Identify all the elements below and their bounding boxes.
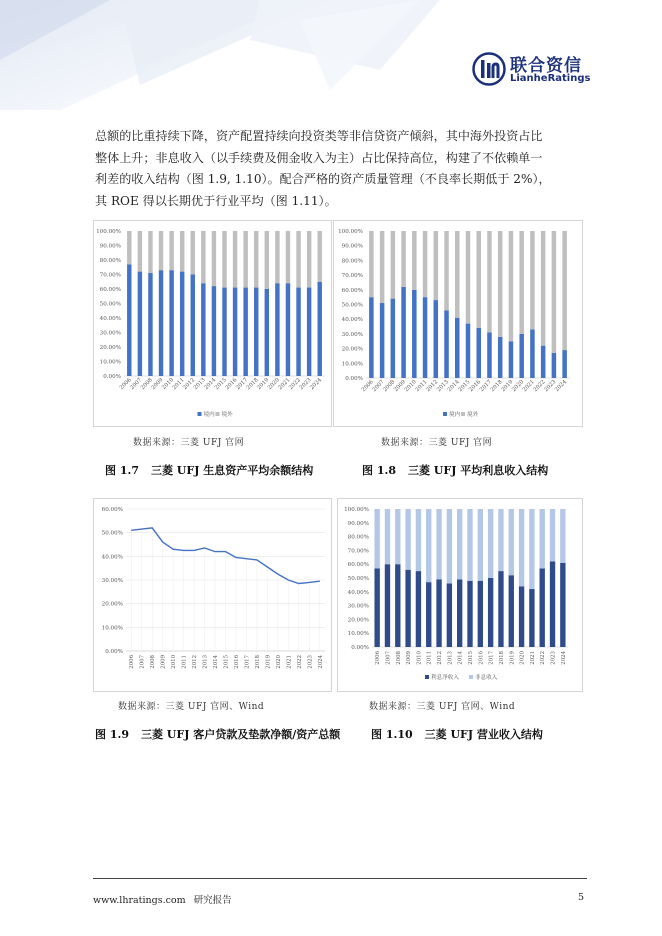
x-tick-label: 2011: [181, 655, 188, 669]
y-tick-label: 40.00%: [347, 589, 369, 596]
bar-segment-secondary: [412, 231, 417, 290]
source-note-fig-1-8: 数据来源：三菱 UFJ 官网: [381, 438, 493, 448]
x-tick-label: 2017: [244, 655, 251, 669]
caption-fig-1-8: [362, 462, 548, 478]
x-tick-label: 2023: [307, 655, 314, 669]
caption-number: 图 1.8: [362, 464, 396, 477]
bar-segment-secondary: [519, 231, 524, 334]
y-tick-label: 20.00%: [347, 617, 369, 624]
legend-label: 境内: [449, 412, 461, 418]
x-tick-label: 2021: [529, 651, 536, 665]
bar-segment-secondary: [467, 509, 472, 581]
bar-segment-primary: [444, 310, 449, 378]
chart-fig-1-7: [93, 220, 332, 427]
x-tick-label: 2014: [446, 379, 461, 394]
bar-segment-secondary: [374, 509, 379, 568]
bar-segment-primary: [541, 346, 546, 378]
bar-segment-primary: [212, 286, 216, 376]
x-tick-label: 2019: [509, 651, 516, 665]
x-tick-label: 2017: [235, 377, 250, 392]
bar-segment-primary: [426, 582, 431, 647]
bar-segment-primary: [488, 578, 493, 647]
y-tick-label: 50.00%: [99, 301, 121, 308]
x-tick-label: 2015: [213, 377, 228, 392]
y-tick-label: 0.00%: [345, 376, 363, 382]
bar-segment-secondary: [405, 509, 410, 570]
x-tick-label: 2013: [435, 379, 450, 394]
bar-segment-secondary: [233, 231, 237, 288]
x-tick-label: 2016: [224, 377, 239, 392]
bar-segment-secondary: [243, 231, 247, 288]
bar-segment-primary: [148, 273, 152, 376]
bar-segment-secondary: [169, 231, 173, 270]
x-tick-label: 2023: [298, 377, 313, 392]
bar-segment-secondary: [447, 509, 452, 584]
bar-segment-secondary: [498, 509, 503, 571]
caption-title: 三菱 UFJ 平均利息收入结构: [407, 464, 549, 477]
x-tick-label: 2012: [425, 379, 440, 394]
y-tick-label: 60.00%: [99, 287, 121, 293]
bar-segment-primary: [457, 579, 462, 647]
bar-segment-secondary: [540, 509, 545, 568]
bar-segment-secondary: [286, 231, 290, 283]
legend-swatch: [469, 675, 473, 679]
x-tick-label: 2013: [202, 655, 209, 669]
x-tick-label: 2022: [288, 377, 302, 392]
y-tick-label: 40.00%: [99, 316, 121, 322]
bar-segment-secondary: [519, 509, 524, 586]
x-tick-label: 2007: [385, 651, 392, 665]
x-tick-label: 2014: [203, 377, 218, 392]
bar-segment-secondary: [550, 509, 555, 561]
x-tick-label: 2015: [457, 379, 472, 394]
bar-segment-primary: [434, 300, 439, 378]
x-tick-label: 2012: [437, 651, 444, 665]
bar-segment-secondary: [498, 231, 503, 337]
legend-swatch: [443, 412, 447, 416]
x-tick-label: 2014: [213, 655, 220, 669]
bar-segment-primary: [317, 282, 321, 376]
bar-segment-secondary: [317, 231, 321, 282]
y-tick-label: 80.00%: [99, 258, 121, 264]
bar-segment-primary: [307, 288, 311, 376]
y-tick-label: 30.00%: [101, 578, 123, 584]
bar-segment-primary: [138, 272, 142, 376]
bar-segment-secondary: [552, 231, 557, 353]
x-tick-label: 2015: [223, 655, 230, 669]
bar-segment-secondary: [530, 231, 535, 329]
x-tick-label: 2009: [393, 379, 407, 394]
bar-segment-secondary: [159, 231, 163, 270]
y-tick-label: 80.00%: [347, 534, 369, 541]
x-tick-label: 2019: [500, 379, 515, 394]
x-tick-label: 2008: [150, 655, 157, 669]
page-number: 5: [578, 892, 585, 903]
bar-segment-primary: [540, 568, 545, 647]
y-tick-label: 100.00%: [338, 229, 363, 235]
y-tick-label: 0.00%: [103, 374, 121, 380]
chart-canvas: [338, 499, 582, 691]
y-tick-label: 10.00%: [101, 625, 123, 632]
bar-segment-secondary: [434, 231, 439, 300]
bar-segment-primary: [487, 332, 492, 378]
chart-canvas: [334, 221, 582, 426]
legend-label: 境外: [221, 412, 233, 418]
x-tick-label: 2016: [468, 379, 483, 394]
bar-segment-primary: [412, 290, 417, 378]
bar-segment-primary: [436, 579, 441, 647]
y-tick-label: 20.00%: [101, 601, 123, 608]
brand-logo: [472, 50, 602, 90]
legend-swatch: [198, 412, 202, 416]
bar-segment-secondary: [487, 231, 492, 332]
bar-segment-primary: [423, 297, 428, 378]
y-tick-label: 50.00%: [101, 530, 123, 537]
bar-segment-secondary: [395, 509, 400, 564]
y-tick-label: 50.00%: [347, 576, 369, 582]
y-tick-label: 100.00%: [96, 229, 121, 235]
bar-segment-primary: [374, 568, 379, 647]
y-tick-label: 80.00%: [341, 258, 363, 265]
caption-number: 图 1.10: [371, 728, 413, 741]
footer-divider: [93, 878, 587, 879]
bar-segment-secondary: [478, 509, 483, 581]
bar-segment-primary: [127, 264, 131, 376]
brand-name-cn: 联合资信: [510, 56, 582, 76]
x-tick-label: 2024: [560, 651, 567, 665]
x-tick-label: 2009: [406, 651, 413, 665]
caption-fig-1-10: [371, 726, 543, 742]
y-tick-label: 100.00%: [344, 507, 369, 513]
x-tick-label: 2016: [233, 655, 240, 669]
x-tick-label: 2017: [488, 651, 495, 665]
x-tick-label: 2013: [447, 651, 454, 665]
bar-segment-secondary: [385, 509, 390, 564]
bar-segment-secondary: [369, 231, 374, 297]
brand-name-en: LianheRatings: [510, 73, 591, 84]
bar-segment-secondary: [444, 231, 449, 310]
source-note-fig-1-10: 数据来源：三菱 UFJ 官网、Wind: [369, 702, 516, 712]
bar-segment-secondary: [254, 231, 258, 288]
bar-segment-secondary: [212, 231, 216, 286]
legend-label: 境外: [467, 412, 479, 418]
x-tick-label: 2021: [277, 377, 292, 392]
y-tick-label: 10.00%: [347, 631, 369, 638]
y-tick-label: 20.00%: [341, 346, 363, 353]
x-tick-label: 2009: [160, 655, 167, 669]
footer-url[interactable]: www.lhratings.com: [93, 895, 186, 906]
chart-canvas: [94, 499, 331, 691]
y-tick-label: 0.00%: [351, 645, 369, 651]
bar-segment-secondary: [466, 231, 471, 324]
bar-segment-primary: [401, 287, 406, 378]
caption-title: 三菱 UFJ 客户贷款及垫款净额/资产总额: [140, 728, 341, 741]
bar-segment-primary: [380, 303, 385, 378]
bar-segment-primary: [562, 350, 567, 378]
bar-segment-secondary: [191, 231, 195, 275]
bar-segment-secondary: [401, 231, 406, 287]
y-tick-label: 0.00%: [105, 649, 123, 655]
x-tick-label: 2011: [414, 379, 429, 394]
x-tick-label: 2007: [371, 379, 386, 394]
bar-segment-primary: [222, 288, 226, 376]
bar-segment-primary: [369, 297, 374, 378]
x-tick-label: 2020: [275, 655, 282, 669]
x-tick-label: 2018: [254, 655, 261, 669]
caption-fig-1-7: [105, 462, 313, 478]
bar-segment-primary: [467, 581, 472, 647]
x-tick-label: 2010: [161, 377, 176, 392]
bar-segment-primary: [233, 288, 237, 376]
x-tick-label: 2022: [540, 651, 547, 665]
y-tick-label: 70.00%: [99, 272, 121, 279]
paragraph-line: 总额的比重持续下降，资产配置持续向投资类等非信贷资产倾斜，其中海外投资占比: [95, 129, 543, 143]
bar-segment-primary: [519, 334, 524, 378]
bar-segment-primary: [416, 571, 421, 647]
legend-label: 境内: [203, 412, 215, 418]
x-tick-label: 2008: [139, 377, 154, 392]
bar-segment-secondary: [476, 231, 481, 328]
y-tick-label: 10.00%: [99, 359, 121, 366]
bar-segment-secondary: [560, 509, 565, 563]
x-tick-label: 2010: [416, 651, 423, 665]
caption-title: 三菱 UFJ 生息资产平均余额结构: [150, 464, 314, 477]
bar-segment-secondary: [426, 509, 431, 582]
bar-segment-primary: [478, 581, 483, 647]
x-tick-label: 2014: [457, 651, 464, 665]
bar-segment-primary: [385, 564, 390, 647]
x-tick-label: 2006: [118, 377, 133, 392]
legend-label: 非息收入: [475, 675, 498, 681]
x-tick-label: 2018: [498, 651, 505, 665]
x-tick-label: 2015: [468, 651, 474, 665]
bar-segment-secondary: [423, 231, 428, 297]
x-tick-label: 2017: [478, 379, 493, 394]
y-tick-label: 30.00%: [347, 603, 369, 610]
chart-fig-1-10: [337, 498, 583, 692]
x-tick-label: 2018: [245, 377, 260, 392]
lianhe-logo-icon: [472, 52, 506, 86]
chart-fig-1-9: [93, 498, 332, 692]
bar-segment-primary: [296, 288, 300, 376]
bar-segment-secondary: [201, 231, 205, 283]
x-tick-label: 2019: [265, 655, 272, 669]
x-tick-label: 2023: [543, 379, 558, 394]
x-tick-label: 2024: [309, 377, 324, 392]
x-tick-label: 2020: [266, 377, 281, 392]
footer-label: 研究报告: [193, 895, 232, 906]
bar-segment-primary: [466, 324, 471, 378]
x-tick-label: 2024: [317, 655, 324, 669]
y-tick-label: 90.00%: [347, 520, 369, 527]
bar-segment-primary: [286, 283, 290, 376]
x-tick-label: 2013: [192, 377, 207, 392]
bar-segment-secondary: [391, 231, 396, 299]
bar-segment-primary: [159, 270, 163, 376]
chart-canvas: [94, 221, 331, 426]
y-tick-label: 40.00%: [341, 317, 363, 324]
bar-segment-secondary: [296, 231, 300, 288]
x-tick-label: 2008: [395, 651, 402, 665]
x-tick-label: 2021: [286, 655, 293, 669]
x-tick-label: 2010: [171, 655, 178, 669]
legend-swatch: [461, 412, 465, 416]
bar-segment-primary: [405, 570, 410, 647]
x-tick-label: 2022: [532, 379, 547, 394]
x-tick-label: 2021: [521, 379, 536, 394]
x-tick-label: 2006: [129, 655, 136, 669]
bar-segment-secondary: [275, 231, 279, 283]
bar-segment-primary: [391, 299, 396, 378]
y-tick-label: 70.00%: [347, 548, 369, 555]
legend-swatch: [216, 412, 220, 416]
bar-segment-primary: [552, 353, 557, 378]
bar-segment-secondary: [265, 231, 269, 289]
bar-segment-primary: [560, 563, 565, 647]
y-tick-label: 10.00%: [341, 361, 363, 368]
bar-segment-primary: [530, 329, 535, 378]
bar-segment-secondary: [222, 231, 226, 288]
x-tick-label: 2009: [150, 377, 165, 392]
bar-segment-primary: [180, 272, 184, 376]
footer-left: [93, 892, 240, 906]
caption-number: 图 1.7: [105, 464, 139, 477]
caption-title: 三菱 UFJ 营业收入结构: [424, 728, 543, 741]
bar-segment-secondary: [529, 509, 534, 589]
x-tick-label: 2007: [139, 655, 146, 669]
bar-segment-primary: [455, 318, 460, 378]
x-tick-label: 2012: [182, 377, 197, 392]
legend-swatch: [425, 675, 429, 679]
y-tick-label: 40.00%: [101, 554, 123, 561]
legend-label: 利息净收入: [431, 675, 459, 681]
bar-segment-secondary: [541, 231, 546, 346]
x-tick-label: 2007: [129, 377, 144, 392]
caption-number: 图 1.9: [95, 728, 129, 741]
bar-segment-secondary: [307, 231, 311, 288]
bar-segment-secondary: [148, 231, 152, 273]
x-tick-label: 2018: [489, 379, 504, 394]
paragraph-line: 整体上升；非息收入（以手续费及佣金收入为主）占比保持高位，构建了不依赖单一: [95, 150, 543, 165]
bar-segment-secondary: [488, 509, 493, 578]
bar-segment-primary: [395, 564, 400, 647]
bar-segment-secondary: [509, 509, 514, 575]
bar-segment-secondary: [138, 231, 142, 272]
bar-segment-secondary: [127, 231, 131, 264]
x-tick-label: 2010: [403, 379, 418, 394]
source-note-fig-1-9: 数据来源：三菱 UFJ 官网、Wind: [118, 702, 265, 712]
y-tick-label: 90.00%: [99, 243, 121, 250]
source-note-fig-1-7: 数据来源：三菱 UFJ 官网: [133, 438, 245, 448]
bar-segment-primary: [519, 586, 524, 647]
x-tick-label: 2019: [256, 377, 271, 392]
x-tick-label: 2020: [519, 651, 526, 665]
y-tick-label: 70.00%: [341, 273, 363, 280]
y-tick-label: 60.00%: [347, 562, 369, 569]
bar-segment-secondary: [180, 231, 184, 272]
paragraph-line: 其 ROE 得以长期优于行业平均（图 1.11）。: [95, 193, 337, 208]
bar-segment-primary: [476, 328, 481, 378]
x-tick-label: 2011: [426, 651, 433, 665]
x-tick-label: 2011: [171, 377, 186, 392]
bar-segment-primary: [243, 288, 247, 376]
bar-segment-primary: [529, 589, 534, 647]
x-tick-label: 2024: [554, 379, 569, 394]
y-tick-label: 60.00%: [101, 507, 123, 513]
x-tick-label: 2022: [296, 655, 303, 669]
bar-segment-secondary: [509, 231, 514, 341]
bar-segment-primary: [509, 341, 514, 378]
bar-segment-primary: [254, 288, 258, 376]
x-tick-label: 2012: [192, 655, 199, 669]
body-paragraph: [95, 126, 590, 212]
x-tick-label: 2023: [550, 651, 557, 665]
bar-segment-secondary: [562, 231, 567, 350]
bar-segment-primary: [191, 275, 195, 377]
x-tick-label: 2006: [360, 379, 375, 394]
bar-segment-primary: [169, 270, 173, 376]
y-tick-label: 30.00%: [341, 331, 363, 338]
x-tick-label: 2020: [511, 379, 526, 394]
caption-fig-1-9: [95, 726, 340, 742]
y-tick-label: 90.00%: [341, 243, 363, 250]
bar-segment-secondary: [380, 231, 385, 303]
bar-segment-primary: [265, 289, 269, 376]
bar-segment-primary: [275, 283, 279, 376]
x-tick-label: 2016: [478, 651, 485, 665]
paragraph-line: 利差的收入结构（图 1.9, 1.10）。配合严格的资产质量管理（不良率长期低于 2%），: [95, 172, 551, 187]
bar-segment-primary: [201, 283, 205, 376]
y-tick-label: 50.00%: [341, 302, 363, 309]
x-tick-label: 2008: [382, 379, 397, 394]
bar-segment-secondary: [457, 509, 462, 579]
chart-fig-1-8: [333, 220, 583, 427]
bar-segment-secondary: [436, 509, 441, 579]
bar-segment-primary: [447, 584, 452, 647]
y-tick-label: 30.00%: [99, 330, 121, 337]
bar-segment-primary: [498, 337, 503, 378]
bar-segment-secondary: [455, 231, 460, 318]
y-tick-label: 60.00%: [341, 287, 363, 294]
bar-segment-secondary: [416, 509, 421, 571]
x-tick-label: 2006: [375, 651, 382, 665]
bar-segment-primary: [498, 571, 503, 647]
bar-segment-primary: [509, 575, 514, 647]
bar-segment-primary: [550, 561, 555, 647]
y-tick-label: 20.00%: [99, 345, 121, 351]
